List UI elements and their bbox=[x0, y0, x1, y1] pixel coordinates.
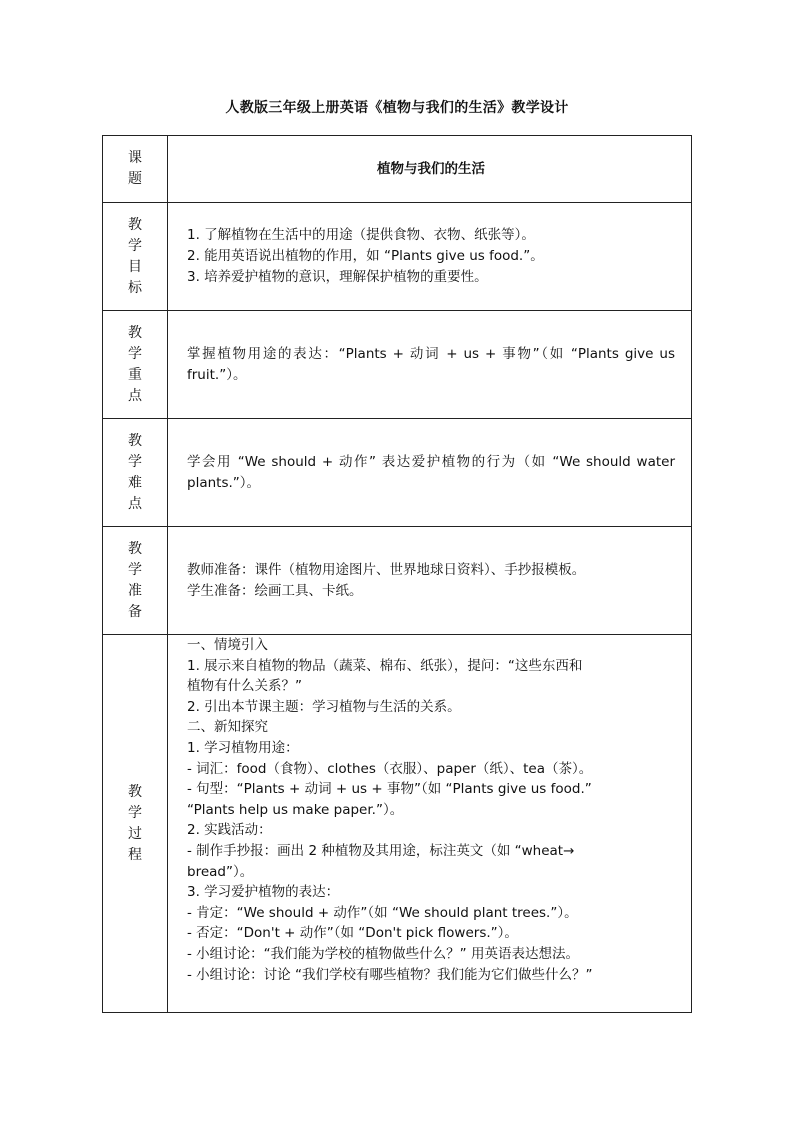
process-line: - 句型：“Plants + 动词 + us + 事物”（如 “Plants give us food.” bbox=[187, 781, 592, 798]
objectives-content bbox=[168, 203, 692, 311]
key-points-text: 掌握植物用途的表达：“Plants + 动词 + us + 事物”（如 “Plants give us fruit.”）。 bbox=[187, 345, 675, 383]
label-char: 学 bbox=[128, 345, 142, 362]
process-line: - 词汇：food（食物）、clothes（衣服）、paper（纸）、tea（茶）。 bbox=[187, 760, 593, 777]
label-char: 备 bbox=[128, 603, 142, 620]
label-char: 点 bbox=[128, 495, 142, 512]
label-char: 点 bbox=[128, 387, 142, 404]
process-line: - 小组讨论：讨论 “我们学校有哪些植物？我们能为它们做些什么？” bbox=[187, 966, 593, 983]
process-line: 2. 引出本节课主题：学习植物与生活的关系。 bbox=[187, 698, 461, 715]
process-line: 2. 实践活动： bbox=[187, 822, 272, 839]
process-line: “Plants help us make paper.”）。 bbox=[187, 801, 404, 818]
preparation-line: 教师准备：课件（植物用途图片、世界地球日资料）、手抄报模板。 bbox=[187, 561, 586, 578]
label-char: 教 bbox=[128, 432, 142, 449]
objective-line: 3. 培养爱护植物的意识，理解保护植物的重要性。 bbox=[187, 269, 488, 285]
label-char: 教 bbox=[128, 783, 142, 800]
label-key-points bbox=[103, 311, 168, 419]
label-char: 标 bbox=[128, 279, 142, 296]
process-line: - 制作手抄报：画出 2 种植物及其用途，标注英文（如 “wheat→ bbox=[187, 842, 575, 859]
process-line: 一、情境引入 bbox=[187, 637, 268, 653]
row-key-points bbox=[103, 311, 692, 419]
process-line: - 小组讨论：“我们能为学校的植物做些什么？” 用英语表达想法。 bbox=[187, 945, 579, 962]
label-char: 准 bbox=[128, 582, 142, 599]
objective-line: 1. 了解植物在生活中的用途（提供食物、衣物、纸张等）。 bbox=[187, 227, 535, 243]
objective-line: 2. 能用英语说出植物的作用，如 “Plants give us food.”。 bbox=[187, 248, 544, 264]
label-char: 难 bbox=[128, 474, 142, 491]
process-line: 1. 学习植物用途： bbox=[187, 739, 299, 756]
label-char: 教 bbox=[128, 540, 142, 557]
label-char: 教 bbox=[128, 216, 142, 233]
lesson-plan-table bbox=[102, 135, 692, 1013]
label-char: 学 bbox=[128, 804, 142, 821]
row-objectives bbox=[103, 203, 692, 311]
row-difficulties bbox=[103, 419, 692, 527]
label-char: 题 bbox=[128, 171, 142, 187]
label-char: 学 bbox=[128, 237, 142, 254]
document-title: 人教版三年级上册英语《植物与我们的生活》教学设计 bbox=[225, 100, 569, 116]
label-char: 重 bbox=[128, 366, 142, 383]
process-line: - 否定：“Don't + 动作”（如 “Don't pick flowers.”）。 bbox=[187, 925, 518, 942]
process-line: bread”）。 bbox=[187, 863, 254, 880]
row-topic bbox=[103, 136, 692, 203]
label-char: 目 bbox=[128, 258, 142, 275]
label-difficulties bbox=[103, 419, 168, 527]
process-line: 二、新知探究 bbox=[187, 719, 268, 736]
process-content bbox=[168, 635, 692, 1013]
difficulties-text: 学会用 “We should + 动作” 表达爱护植物的行为（如 “We should water plants.”）。 bbox=[187, 453, 675, 491]
row-process bbox=[103, 635, 692, 1013]
preparation-content bbox=[168, 527, 692, 635]
topic-content: 植物与我们的生活 bbox=[168, 136, 692, 203]
row-preparation bbox=[103, 527, 692, 635]
label-char: 程 bbox=[128, 846, 142, 863]
label-process bbox=[103, 635, 168, 1013]
label-preparation bbox=[103, 527, 168, 635]
label-char: 课 bbox=[128, 150, 142, 166]
process-line: 植物有什么关系？” bbox=[187, 678, 302, 695]
preparation-line: 学生准备：绘画工具、卡纸。 bbox=[187, 582, 363, 599]
label-char: 教 bbox=[128, 324, 142, 341]
difficulties-content bbox=[168, 419, 692, 527]
key-points-content bbox=[168, 311, 692, 419]
process-line: - 肯定：“We should + 动作”（如 “We should plant trees.”）。 bbox=[187, 904, 578, 921]
label-char: 学 bbox=[128, 561, 142, 578]
process-line: 3. 学习爱护植物的表达： bbox=[187, 884, 340, 901]
label-topic bbox=[103, 136, 168, 203]
label-objectives bbox=[103, 203, 168, 311]
label-char: 学 bbox=[128, 453, 142, 470]
process-line: 1. 展示来自植物的物品（蔬菜、棉布、纸张），提问：“这些东西和 bbox=[187, 657, 583, 674]
label-char: 过 bbox=[128, 825, 142, 842]
